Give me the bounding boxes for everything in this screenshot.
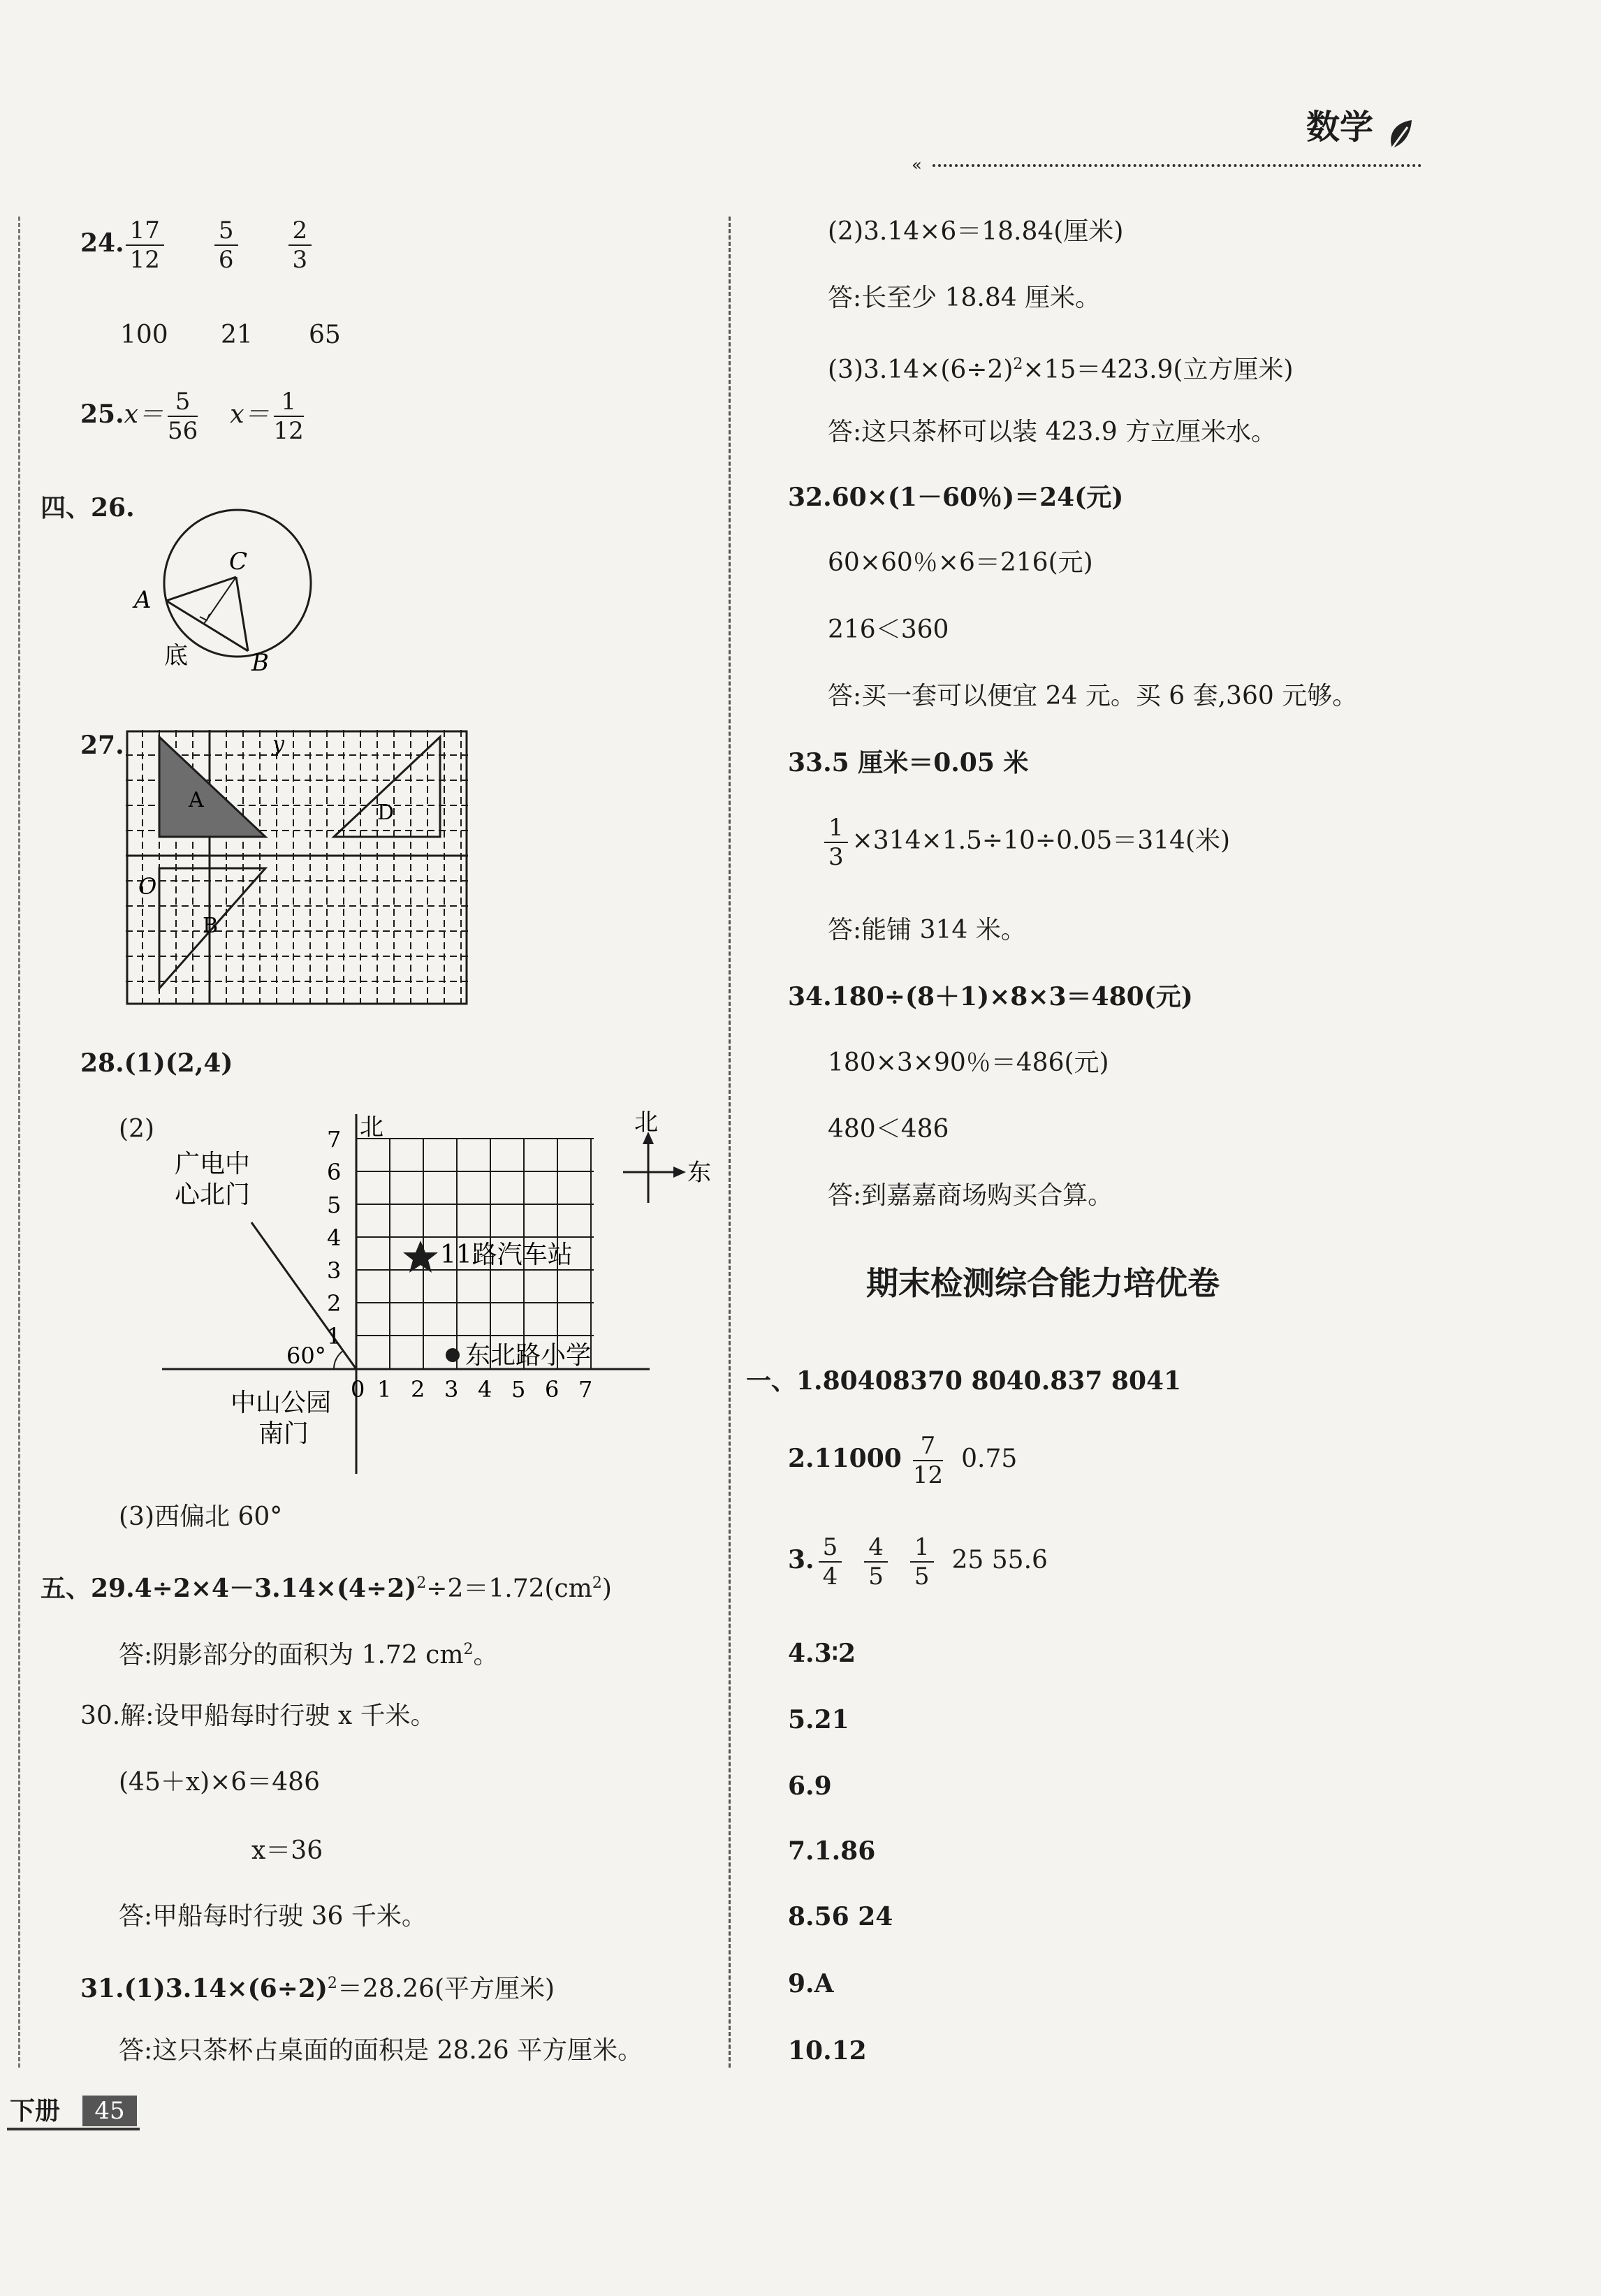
q34-line-2: 180×3×90％＝486(元) xyxy=(828,1048,1109,1077)
q24-number: 24. xyxy=(80,228,124,258)
q32-line-1: 32.60×(1－60％)＝24(元) xyxy=(788,483,1124,512)
q28-bus-stop: 11路汽车站 xyxy=(440,1241,573,1269)
q34-line-3: 480＜486 xyxy=(828,1115,949,1143)
q27-origin: O xyxy=(138,873,157,900)
q33-line-2: $\frac{1}{3}$ ×314×1.5÷10÷0.05＝314(米) xyxy=(824,814,1230,871)
q28-compass-north: 北 xyxy=(634,1111,658,1136)
school-dot-icon xyxy=(446,1348,460,1362)
q29-answer: 答:阴影部分的面积为 1.72 $cm^2$。 xyxy=(119,1641,499,1669)
exam-q8: 8.56 24 xyxy=(788,1902,893,1931)
q28-compass-east: 东 xyxy=(687,1159,711,1187)
q31-part2: (2)3.14×6＝18.84(厘米) xyxy=(828,217,1124,246)
q31-answer-1: 答:这只茶杯占桌面的面积是 28.26 平方厘米。 xyxy=(119,2036,643,2065)
exam-q9: 9.A xyxy=(788,1969,834,1998)
q30-answer: 答:甲船每时行驶 36 千米。 xyxy=(119,1902,427,1931)
column-divider xyxy=(729,217,731,2068)
svg-text:6: 6 xyxy=(327,1159,342,1185)
q28-north-label: 北 xyxy=(360,1113,383,1141)
q31-answer-2: 答:长至少 18.84 厘米。 xyxy=(828,284,1101,312)
q32-answer: 答:买一套可以便宜 24 元。买 6 套,360 元够。 xyxy=(828,682,1358,710)
q24-value-3: 65 xyxy=(309,321,341,349)
q28-part3: (3)西偏北 60° xyxy=(119,1502,283,1531)
svg-text:1: 1 xyxy=(327,1323,342,1350)
svg-text:7: 7 xyxy=(327,1126,342,1153)
q26-point-b: B xyxy=(251,649,269,677)
q24-fractions: 24. $\frac{17}{12}$ $\frac{5}{6}$ $\frac{2}{3}$ xyxy=(80,217,316,274)
q28-angle: 60° xyxy=(286,1343,326,1369)
exam-q2: 2.11000 $\frac{7}{12}$ 0.75 xyxy=(788,1432,1018,1489)
q34-answer: 答:到嘉嘉商场购买合算。 xyxy=(828,1181,1113,1210)
svg-text:4: 4 xyxy=(327,1224,342,1251)
q30-line-2: (45＋x)×6＝486 xyxy=(119,1768,320,1797)
q27-axis-y: y xyxy=(272,732,284,756)
exam-q7: 7.1.86 xyxy=(788,1836,876,1866)
q27-grid-diagram xyxy=(126,730,475,1009)
footer-rule xyxy=(7,2128,140,2130)
q26-point-c: C xyxy=(229,548,248,576)
q28-park-1: 中山公园 xyxy=(231,1389,332,1417)
q33-line-1: 33.5 厘米＝0.05 米 xyxy=(788,748,1029,777)
q31-answer-3: 答:这只茶杯可以装 423.9 方立厘米水。 xyxy=(828,418,1277,446)
header-dotted-rule xyxy=(933,164,1421,167)
exam-q5: 5.21 xyxy=(788,1705,849,1734)
q29-line: 五、$29.4\div 2\times 4-3.14\times(4\div 2)^2\div 2=1.72(cm^2)$ xyxy=(41,1574,612,1603)
footer-volume: 下册 xyxy=(10,2096,61,2126)
svg-text:5: 5 xyxy=(511,1376,526,1403)
svg-text:5: 5 xyxy=(327,1192,342,1218)
q27-number: 27. xyxy=(80,731,124,760)
q28-park-2: 南门 xyxy=(258,1419,309,1448)
svg-text:7: 7 xyxy=(578,1376,593,1403)
q31-line-1: $31.(1)3.14\times(6\div 2)^2=28.26$(平方厘米) xyxy=(80,1974,555,2003)
q24-value-2: 21 xyxy=(221,321,253,349)
exam-q3: 3. $\frac{5}{4}$ $\frac{4}{5}$ $\frac{1}{5}$ 25 55.6 xyxy=(788,1533,1048,1591)
q28-school: 东北路小学 xyxy=(465,1341,592,1370)
section-title: 期末检测综合能力培优卷 xyxy=(866,1264,1220,1302)
q33-answer: 答:能铺 314 米。 xyxy=(828,916,1026,944)
q25-answer: 25.x＝ $\frac{5}{56}$ x＝ $\frac{1}{12}$ xyxy=(80,388,304,445)
svg-text:1: 1 xyxy=(377,1376,392,1403)
header-subject: 数学 xyxy=(1306,108,1374,147)
q32-line-2: 60×60％×6＝216(元) xyxy=(828,548,1093,577)
q28-guangdian-1: 广电中 xyxy=(175,1150,251,1178)
bus-stop-star-icon xyxy=(403,1241,438,1273)
exam-q10: 10.12 xyxy=(788,2036,867,2065)
header-chevrons: « xyxy=(912,155,922,175)
svg-text:2: 2 xyxy=(327,1290,342,1317)
svg-text:4: 4 xyxy=(478,1376,492,1403)
exam-q4: 4.3∶2 xyxy=(788,1639,856,1668)
left-margin-rule xyxy=(18,217,20,2068)
svg-text:0: 0 xyxy=(351,1376,365,1403)
svg-text:3: 3 xyxy=(327,1257,342,1284)
q30-line-3: x＝36 xyxy=(251,1836,323,1865)
leaf-icon xyxy=(1387,117,1416,152)
q26-base-label: 底 xyxy=(164,642,188,670)
q24-value-1: 100 xyxy=(120,321,168,349)
q28-part1: 28.(1)(2,4) xyxy=(80,1048,233,1078)
svg-text:2: 2 xyxy=(411,1376,425,1403)
q28-guangdian-2: 心北门 xyxy=(175,1180,251,1209)
q34-line-1: 34.180÷(8＋1)×8×3＝480(元) xyxy=(788,982,1193,1011)
q32-line-3: 216＜360 xyxy=(828,615,949,644)
q26-circle-diagram xyxy=(126,489,328,685)
svg-text:6: 6 xyxy=(545,1376,560,1403)
q31-part3: $(3)3.14\times(6\div 2)^2\times 15=423.9$(立方厘米) xyxy=(828,356,1294,384)
svg-text:3: 3 xyxy=(444,1376,459,1403)
q30-line-1: 30.解:设甲船每时行驶 x 千米。 xyxy=(80,1702,436,1730)
q26-label: 四、26. xyxy=(41,493,135,522)
exam-q1: 一、1.80408370 8040.837 8041 xyxy=(746,1366,1182,1396)
q27-label-b: B xyxy=(203,914,219,938)
q27-label-d: D xyxy=(377,800,395,825)
q28-coordinate-map xyxy=(154,1111,726,1481)
q26-point-a: A xyxy=(134,586,152,614)
footer-page-badge: 45 xyxy=(82,2096,137,2126)
exam-q6: 6.9 xyxy=(788,1771,832,1801)
q27-label-a: A xyxy=(189,788,204,812)
q28-part2-label: (2) xyxy=(119,1115,154,1143)
